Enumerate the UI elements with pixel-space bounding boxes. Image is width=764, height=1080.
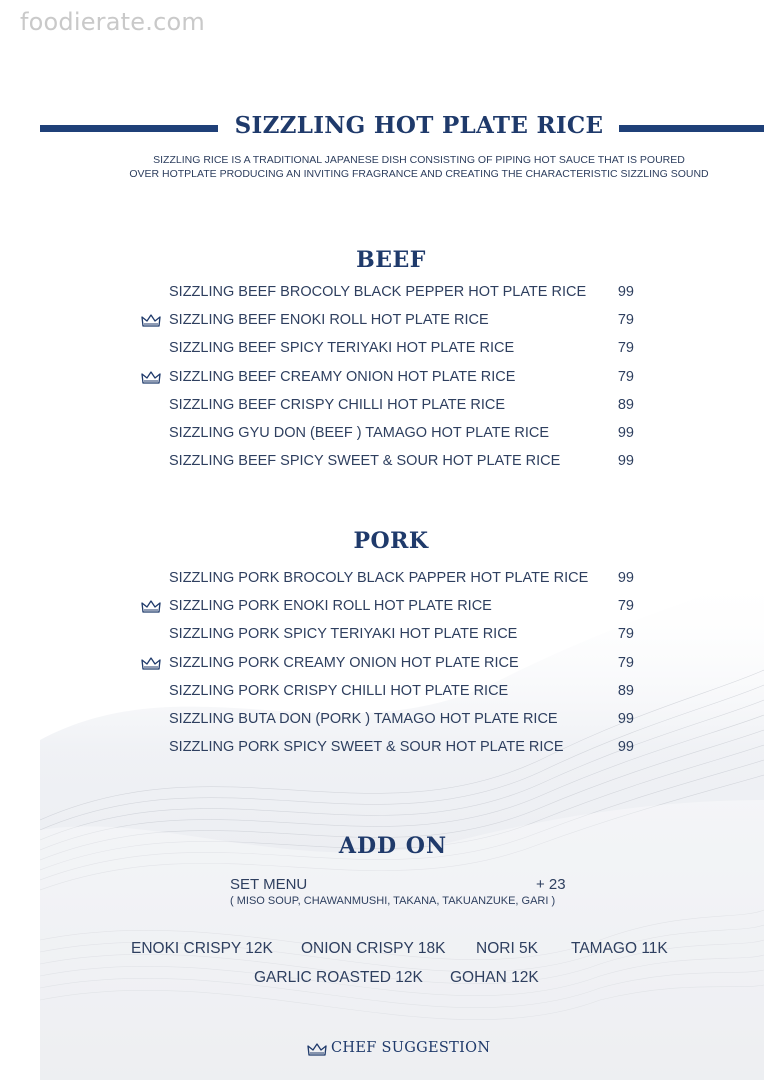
menu-item-price: 79 — [617, 312, 634, 329]
section-title-pork: PORK — [353, 528, 429, 554]
menu-item-row — [40, 624, 764, 648]
menu-item-name: SIZZLING GYU DON (BEEF ) TAMAGO HOT PLATE RICE — [169, 425, 550, 441]
menu-item-name: SIZZLING PORK CRISPY CHILLI HOT PLATE RICE — [169, 682, 509, 699]
menu-item-name: SIZZLING PORK BROCOLY BLACK PAPPER HOT PLATE RICE — [169, 570, 589, 586]
menu-item-price: 79 — [617, 340, 634, 357]
menu-item-row — [40, 310, 764, 334]
section-title-addon: ADD ON — [338, 833, 448, 859]
menu-item-row — [40, 737, 764, 761]
menu-item-row — [40, 338, 764, 362]
menu-item-name: SIZZLING BEEF SPICY SWEET & SOUR HOT PLATE RICE — [169, 453, 561, 470]
menu-item-name: SIZZLING BEEF ENOKI ROLL HOT PLATE RICE — [169, 312, 489, 329]
menu-item-name: SIZZLING BEEF CRISPY CHILLI HOT PLATE RICE — [169, 396, 505, 413]
menu-item-row — [40, 451, 764, 475]
watermark: foodierate.com — [20, 8, 205, 36]
menu-item-price: 99 — [617, 711, 634, 727]
crown-icon — [141, 657, 161, 671]
menu-item-row — [40, 596, 764, 620]
page-title: SIZZLING HOT PLATE RICE — [234, 112, 604, 139]
menu-item-name: SIZZLING BEEF CREAMY ONION HOT PLATE RICE — [169, 368, 516, 385]
set-menu-price: + 23 — [536, 876, 566, 893]
menu-item-row — [40, 395, 764, 419]
menu-item-price: 79 — [617, 368, 634, 385]
menu-item-price: 99 — [617, 425, 634, 441]
menu-item-price: 79 — [617, 654, 634, 671]
menu-item-row — [40, 709, 764, 733]
addon-item: ONION CRISPY 18K — [301, 940, 446, 957]
menu-item-price: 99 — [617, 570, 634, 586]
menu-item-price: 79 — [617, 598, 634, 615]
crown-icon — [141, 371, 161, 385]
chef-suggestion-label: CHEF SUGGESTION — [331, 1040, 491, 1056]
description-line-2: OVER HOTPLATE PRODUCING AN INVITING FRAGRANCE AND CREATING THE CHARACTERISTIC SIZZLING SOUND — [129, 168, 709, 180]
menu-item-name: SIZZLING BUTA DON (PORK ) TAMAGO HOT PLATE RICE — [169, 711, 558, 727]
page-description — [40, 153, 764, 181]
menu-item-name: SIZZLING BEEF SPICY TERIYAKI HOT PLATE RICE — [169, 340, 515, 357]
menu-item-name: SIZZLING PORK ENOKI ROLL HOT PLATE RICE — [169, 598, 492, 615]
section-title-beef: BEEF — [356, 247, 426, 273]
addon-item: GOHAN 12K — [450, 969, 539, 986]
menu-item-row — [40, 282, 764, 306]
addon-item: NORI 5K — [476, 940, 539, 957]
menu-item-price: 89 — [617, 396, 634, 413]
menu-item-name: SIZZLING PORK SPICY SWEET & SOUR HOT PLATE RICE — [169, 739, 564, 756]
crown-icon — [307, 1043, 327, 1057]
addon-item: GARLIC ROASTED 12K — [254, 969, 423, 986]
addon-item: ENOKI CRISPY 12K — [131, 940, 273, 957]
menu-item-row — [40, 423, 764, 447]
crown-icon — [141, 600, 161, 614]
set-menu-label: SET MENU — [230, 876, 308, 893]
menu-item-row — [40, 367, 764, 391]
menu-item-name: SIZZLING BEEF BROCOLY BLACK PEPPER HOT PLATE RICE — [169, 284, 587, 300]
menu-item-name: SIZZLING PORK CREAMY ONION HOT PLATE RICE — [169, 654, 519, 671]
set-menu-description: ( MISO SOUP, CHAWANMUSHI, TAKANA, TAKUANZUKE, GARI ) — [230, 895, 556, 907]
menu-item-row — [40, 681, 764, 705]
menu-item-name: SIZZLING PORK SPICY TERIYAKI HOT PLATE RICE — [169, 626, 518, 643]
menu-item-price: 99 — [617, 453, 634, 470]
menu-item-price: 99 — [617, 739, 634, 756]
addon-item: TAMAGO 11K — [571, 940, 668, 957]
menu-item-row — [40, 653, 764, 677]
menu-item-price: 99 — [617, 284, 634, 300]
menu-item-row — [40, 568, 764, 592]
crown-icon — [141, 314, 161, 328]
menu-item-price: 79 — [617, 626, 634, 643]
description-line-1: SIZZLING RICE IS A TRADITIONAL JAPANESE DISH CONSISTING OF PIPING HOT SAUCE THAT IS POURED — [153, 154, 685, 166]
menu-item-price: 89 — [617, 682, 634, 699]
menu-page — [40, 40, 764, 1080]
